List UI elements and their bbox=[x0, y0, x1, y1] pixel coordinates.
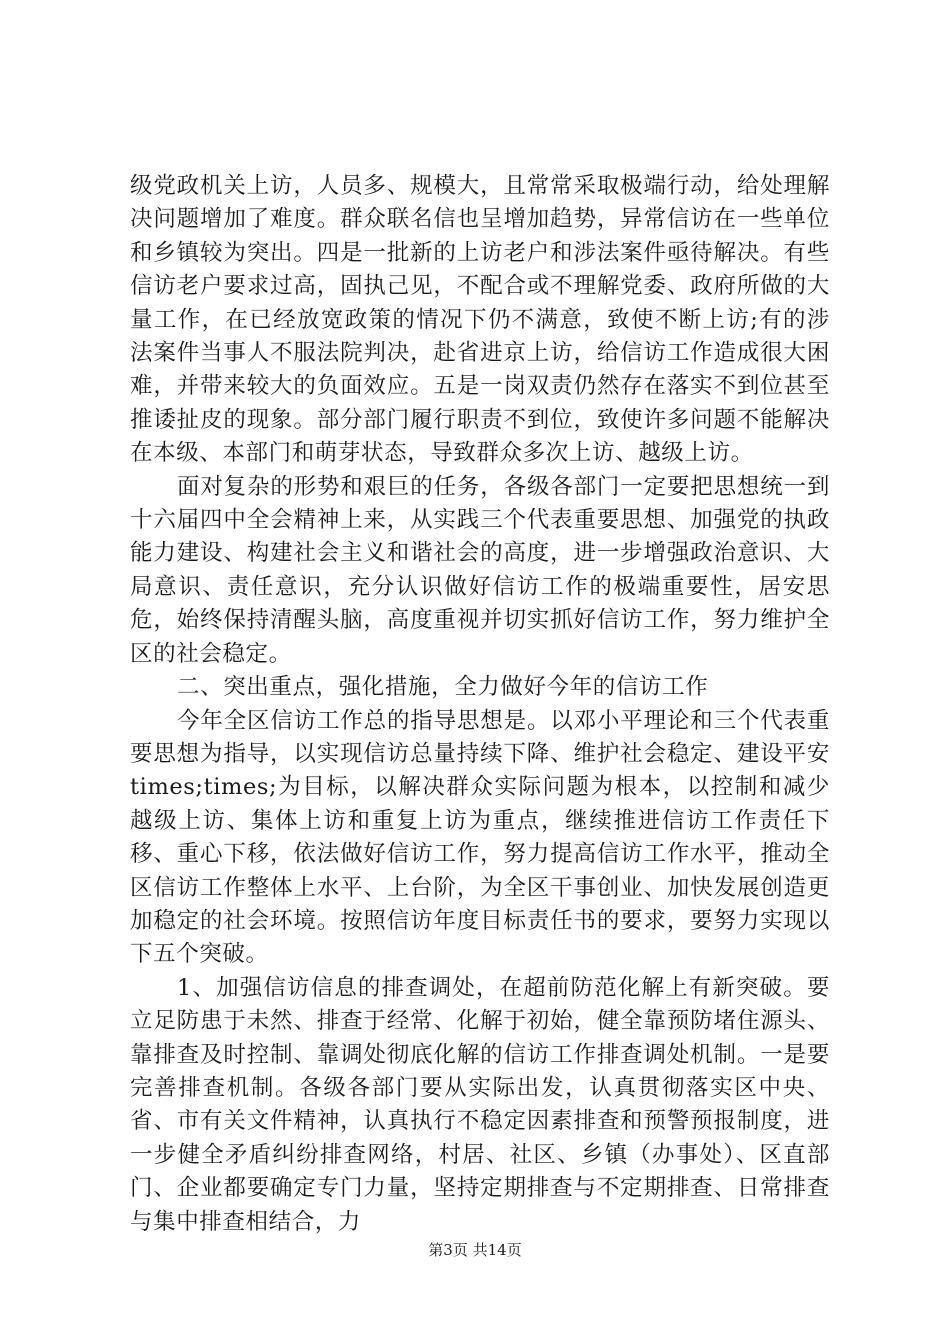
paragraph-2: 面对复杂的形势和艰巨的任务，各级各部门一定要把思想统一到十六届四中全会精神上来，从实践三个代表重要思想、加强党的执政能力建设、构建社会主义和谐社会的高度，进一步增强政治意识、大局意识、责任意识，充分认识做好信访工作的极端重要性，居安思危，始终保持清醒头脑，高度重视并切实抓好信访工作，努力维护全区的社会稳定。 bbox=[130, 473, 830, 667]
paragraph-1: 级党政机关上访，人员多、规模大，且常常采取极端行动，给处理解决问题增加了难度。群众联名信也呈增加趋势，异常信访在一些单位和乡镇较为突出。四是一批新的上访老户和涉法案件亟待解决。有些信访老户要求过高，固执己见，不配合或不理解党委、政府所做的大量工作，在已经放宽政策的情况下仍不满意，致使不断上访;有的涉法案件当事人不服法院判决，赴省进京上访，给信访工作造成很大困难，并带来较大的负面效应。五是一岗双责仍然存在落实不到位甚至推诿扯皮的现象。部分部门履行职责不到位，致使许多问题不能解决在本级、本部门和萌芽状态，导致群众多次上访、越级上访。 bbox=[130, 173, 830, 467]
paragraph-3: 今年全区信访工作总的指导思想是。以邓小平理论和三个代表重要思想为指导，以实现信访总量持续下降、维护社会稳定、建设平安times;times;为目标，以解决群众实际问题为根本，以控制和减少越级上访、集体上访和重复上访为重点，继续推进信访工作责任下移、重心下移，依法做好信访工作，努力提高信访工作水平，推动全区信访工作整体上水平、上台阶，为全区干事创业、加快发展创造更加稳定的社会环境。按照信访年度目标责任书的要求，要努力实现以下五个突破。 bbox=[130, 707, 830, 968]
page-number-footer: 第3页 共14页 bbox=[428, 1241, 522, 1259]
document-body bbox=[130, 170, 830, 1239]
section-heading: 二、突出重点，强化措施，全力做好今年的信访工作 bbox=[177, 674, 709, 701]
paragraph-4: 1、加强信访信息的排查调处，在超前防范化解上有新突破。要立足防患于未然、排查于经常、化解于初始，健全靠预防堵住源头、靠排查及时控制、靠调处彻底化解的信访工作排查调处机制。一是要完善排查机制。各级各部门要从实际出发，认真贯彻落实区中央、省、市有关文件精神，认真执行不稳定因素排查和预警预报制度，进一步健全矛盾纠纷排查网络，村居、社区、乡镇（办事处）、区直部门、企业都要确定专门力量，坚持定期排查与不定期排查、日常排查与集中排查相结合，力 bbox=[130, 974, 830, 1235]
